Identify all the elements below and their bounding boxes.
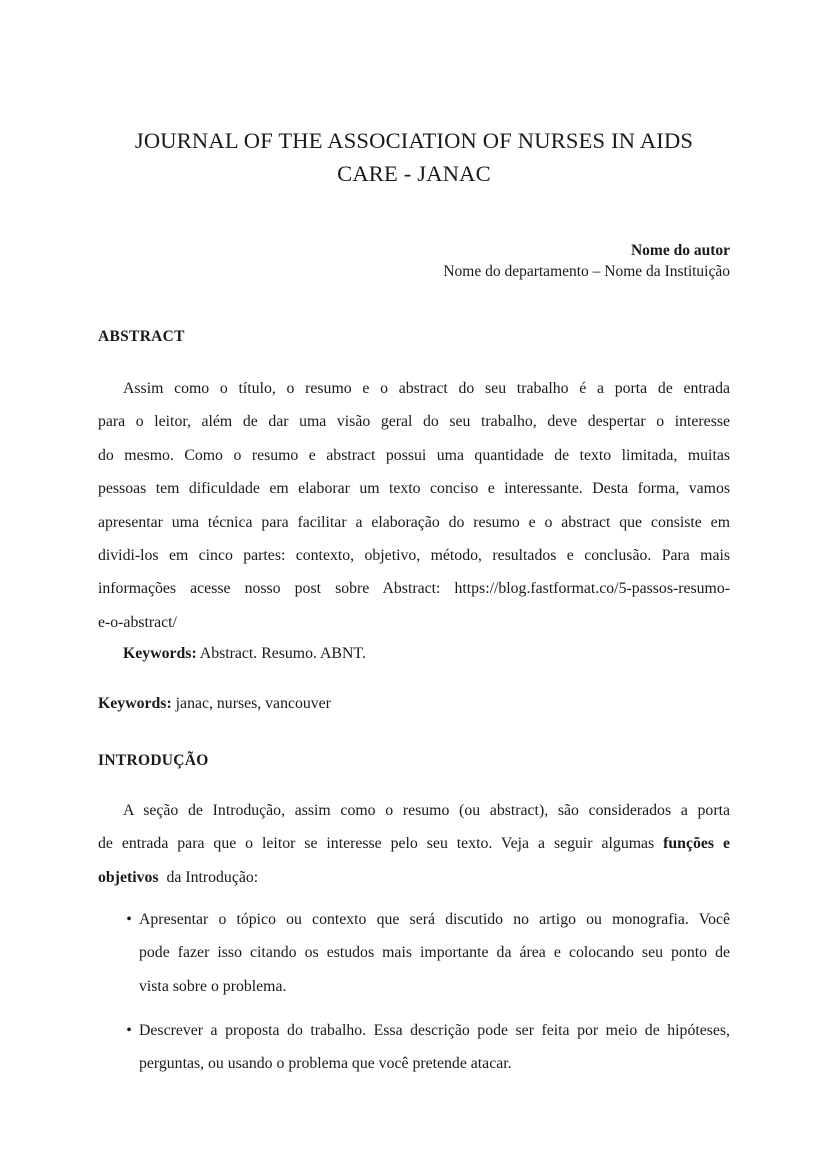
abstract-heading: ABSTRACT xyxy=(98,328,185,345)
abstract-keywords-label: Keywords: xyxy=(123,645,197,662)
abstract-line: Assim como o título, o resumo e o abstract do seu trabalho é a porta de entrada xyxy=(123,380,730,397)
author-name: Nome do autor xyxy=(630,242,730,259)
bullet-icon: • xyxy=(126,911,132,928)
paper-keywords-value: janac, nurses, vancouver xyxy=(175,695,331,712)
author-block xyxy=(443,240,730,282)
abstract-keywords-value: Abstract. Resumo. ABNT. xyxy=(199,645,366,662)
abstract-line: apresentar uma técnica para facilitar a elaboração do resumo e o abstract que consiste em xyxy=(98,513,730,531)
journal-title xyxy=(98,124,730,190)
introduction-paragraph xyxy=(98,794,730,894)
abstract-line: e-o-abstract/ xyxy=(98,613,177,631)
introduction-line: A seção de Introdução, assim como o resumo (ou abstract), são considerados a porta xyxy=(123,802,730,819)
author-affiliation: Nome do departamento – Nome da Instituição xyxy=(443,263,730,280)
introduction-heading: INTRODUÇÃO xyxy=(98,752,209,769)
journal-title-line-2: CARE - JANAC xyxy=(337,161,491,186)
journal-title-line-1: JOURNAL OF THE ASSOCIATION OF NURSES IN AIDS xyxy=(134,128,694,153)
abstract-line: dividi-los em cinco partes: contexto, objetivo, método, resultados e conclusão. Para mais xyxy=(98,546,730,564)
introduction-line: objetivos da Introdução: xyxy=(98,868,259,886)
list-item-text: Apresentar o tópico ou contexto que será discutido no artigo ou monografia. Você pode fazer isso citando os estudos mais importante da área e colocando seu ponto de vista sobre o problema. xyxy=(139,911,730,995)
bullet-icon: • xyxy=(126,1022,132,1039)
emphasis-text: funções e xyxy=(663,835,730,853)
abstract-line: informações acesse nosso post sobre Abstract: https://blog.fastformat.co/5-passos-resumo- xyxy=(98,580,730,598)
abstract-line: pessoas tem dificuldade em elaborar um texto conciso e interessante. Desta forma, vamos xyxy=(98,480,730,498)
abstract-line: para o leitor, além de dar uma visão geral do seu trabalho, deve despertar o interesse xyxy=(98,413,730,431)
list-item-text: Descrever a proposta do trabalho. Essa descrição pode ser feita por meio de hipóteses, perguntas, ou usando o problema que você pretende atacar. xyxy=(139,1022,730,1073)
introduction-line: de entrada para que o leitor se interesse pelo seu texto. Veja a seguir algumas funções e xyxy=(98,835,730,853)
emphasis-text: objetivos xyxy=(98,868,159,886)
paper-keywords-label: Keywords: xyxy=(98,695,172,712)
abstract-paragraph xyxy=(98,372,730,639)
abstract-line: do mesmo. Como o resumo e abstract possui uma quantidade de texto limitada, muitas xyxy=(98,446,730,464)
abstract-keywords xyxy=(123,645,366,663)
paper-keywords xyxy=(98,695,331,713)
